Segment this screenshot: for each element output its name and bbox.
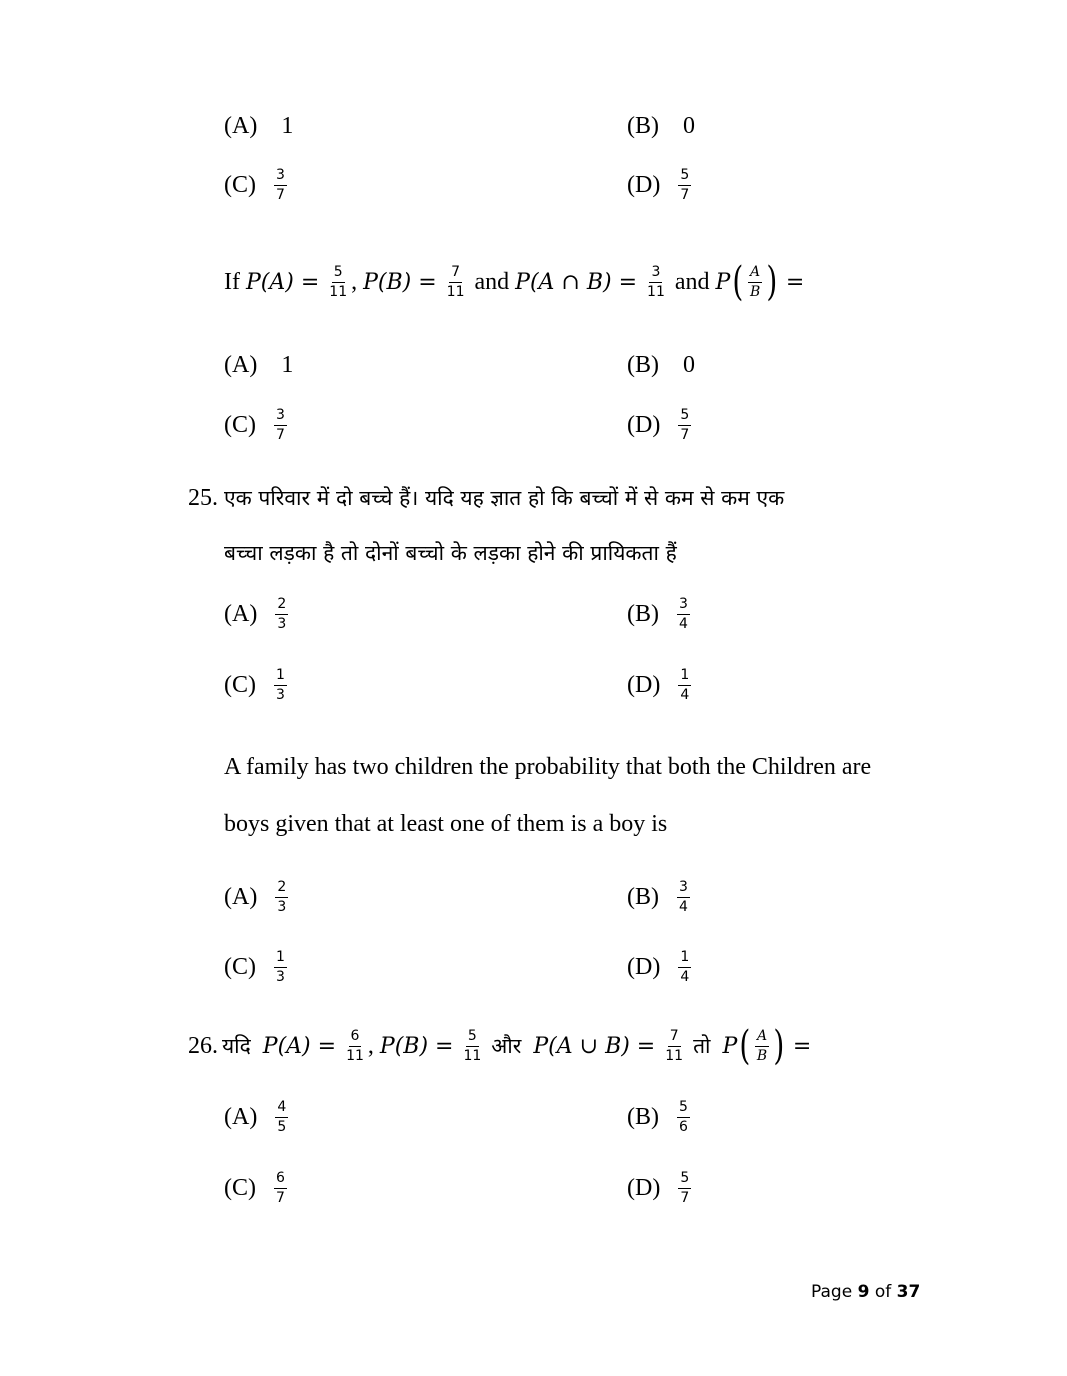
option-c (224, 950, 289, 984)
option-d (627, 1171, 693, 1205)
option-label: (B) (627, 601, 659, 628)
option-a (224, 114, 293, 138)
expr-p: P (722, 1033, 738, 1059)
right-paren: ) (773, 1023, 785, 1069)
fraction: $\frac{5}{7}$ (680, 1170, 690, 1206)
if-word: If (224, 268, 240, 295)
option-a (224, 597, 290, 631)
option-label: (A) (224, 1104, 258, 1131)
option-d (627, 950, 693, 984)
fraction: $\frac{3}{4}$ (679, 596, 688, 632)
option-value: 0 (683, 352, 695, 378)
option-label: (D) (627, 954, 661, 981)
option-label: (C) (224, 1175, 256, 1202)
question-statement (188, 1020, 811, 1072)
to-word: तो (693, 1033, 711, 1058)
fraction: $\frac{7}{11}$ (665, 1027, 684, 1064)
fraction: $\frac{3}{7}$ (276, 407, 285, 443)
option-c (224, 1171, 289, 1205)
question-text-english-line2: boys given that at least one of them is a boy is (224, 811, 668, 837)
option-c (224, 668, 289, 702)
equals: = (792, 1033, 812, 1059)
option-a (224, 353, 293, 377)
option-b (627, 1100, 692, 1134)
option-b (627, 114, 695, 138)
yadi-word: यदि (222, 1033, 251, 1058)
fraction: $\frac{A}{B}$ (756, 1027, 768, 1064)
option-label: (C) (224, 954, 256, 981)
expr-pa: P(A) = (245, 269, 320, 295)
question-text-hindi-line1: एक परिवार में दो बच्चे हैं। यदि यह ज्ञात हो कि बच्चों में से कम से कम एक (224, 486, 785, 510)
page-number: 9 (857, 1282, 870, 1302)
option-d (627, 408, 693, 442)
comma: , (367, 1032, 374, 1059)
option-b (627, 880, 692, 914)
fraction: $\frac{1}{3}$ (276, 949, 285, 985)
option-a (224, 1100, 290, 1134)
fraction: $\frac{6}{11}$ (346, 1027, 364, 1064)
fraction: $\frac{3}{7}$ (276, 167, 285, 203)
option-b (627, 353, 695, 377)
and-word: and (674, 268, 710, 295)
option-label: (D) (627, 412, 661, 439)
option-label: (B) (627, 113, 659, 139)
question-text-hindi-line2: बच्चा लड़का है तो दोनों बच्चो के लड़का होने की प्रायिकता हैं (224, 541, 677, 565)
right-paren: ) (766, 259, 778, 305)
page-word: Page (811, 1282, 853, 1302)
option-b (627, 597, 692, 631)
option-value: 0 (683, 113, 695, 139)
option-label: (B) (627, 352, 659, 378)
fraction: $\frac{5}{11}$ (329, 263, 348, 300)
question-text-english-line1: A family has two children the probability that both the Children are (224, 754, 872, 780)
page-footer (811, 1282, 920, 1302)
and-word: and (474, 268, 510, 295)
left-paren: ( (739, 1023, 751, 1069)
fraction: $\frac{5}{7}$ (680, 167, 690, 203)
option-c (224, 408, 289, 442)
expr-pb: P(B) = (379, 1033, 454, 1059)
option-value: 1 (281, 113, 294, 139)
option-d (627, 168, 693, 202)
expr-p: P (715, 269, 731, 295)
question-statement (224, 256, 804, 308)
option-label: (B) (627, 1104, 659, 1131)
option-a (224, 880, 290, 914)
fraction: $\frac{5}{6}$ (679, 1099, 688, 1135)
option-d (627, 668, 693, 702)
expr-pa: P(A) = (262, 1033, 337, 1059)
equals: = (785, 269, 805, 295)
option-label: (D) (627, 1175, 661, 1202)
option-label: (A) (224, 884, 258, 911)
option-label: (C) (224, 172, 256, 199)
fraction: $\frac{2}{3}$ (277, 879, 287, 915)
option-label: (C) (224, 412, 256, 439)
option-label: (A) (224, 601, 258, 628)
fraction: $\frac{4}{5}$ (277, 1099, 287, 1135)
fraction: $\frac{1}{3}$ (276, 667, 285, 703)
page-total: 37 (896, 1282, 921, 1302)
fraction: $\frac{6}{7}$ (276, 1170, 285, 1206)
left-paren: ( (732, 259, 744, 305)
expr-pab: P(A ∩ B) = (515, 269, 638, 295)
option-label: (D) (627, 672, 661, 699)
option-label: (B) (627, 884, 659, 911)
comma: , (351, 268, 358, 295)
option-c (224, 168, 289, 202)
aur-word: और (491, 1033, 522, 1058)
fraction: $\frac{3}{4}$ (679, 879, 688, 915)
option-label: (D) (627, 172, 661, 199)
fraction: $\frac{7}{11}$ (446, 263, 465, 300)
of-word: of (874, 1282, 892, 1302)
question-number: 25. (188, 485, 218, 511)
option-label: (A) (224, 352, 258, 378)
fraction: $\frac{1}{4}$ (680, 667, 690, 703)
expr-paub: P(A ∪ B) = (533, 1033, 656, 1059)
option-value: 1 (281, 352, 294, 378)
fraction: $\frac{2}{3}$ (277, 596, 287, 632)
fraction: $\frac{5}{7}$ (680, 407, 690, 443)
expr-pb: P(B) = (363, 269, 437, 295)
fraction: $\frac{1}{4}$ (680, 949, 690, 985)
fraction: $\frac{A}{B}$ (749, 263, 761, 300)
fraction: $\frac{3}{11}$ (647, 263, 665, 300)
option-label: (A) (224, 113, 258, 139)
question-number: 26. (188, 1032, 218, 1059)
fraction: $\frac{5}{11}$ (463, 1027, 482, 1064)
option-label: (C) (224, 672, 256, 699)
